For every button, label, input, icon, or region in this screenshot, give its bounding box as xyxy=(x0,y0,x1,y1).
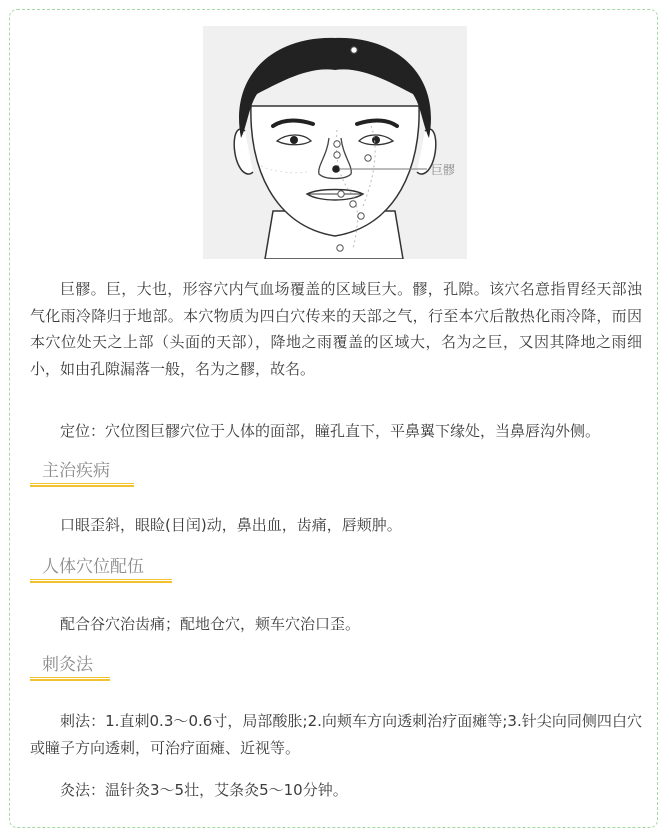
section-title-needling xyxy=(30,654,93,681)
face-diagram xyxy=(203,26,467,259)
section-title-text: 刺灸法 xyxy=(42,655,93,675)
indications-paragraph: 口眼歪斜，眼睑(目闰)动，鼻出血，齿痛，唇颊肿。 xyxy=(60,516,402,534)
section-title-text: 主治疾病 xyxy=(42,461,110,481)
intro-paragraph: 巨髎。巨，大也，形容穴内气血场覆盖的区域巨大。髎，孔隙。该穴名意指胃经天部浊气化雨冷降归于地部。本穴物质为四白穴传来的天部之气，行至本穴后散热化雨冷降，而因本穴位处天之上部（头面的天部），降地之雨覆盖的区域大，名为之巨，又因其降地之雨细小，如由孔隙漏落一般，名为之髎，故名。 xyxy=(30,280,642,378)
acupoint-label: 巨髎 xyxy=(431,163,456,177)
acupoint-illustration xyxy=(203,26,467,259)
needling-paragraph: 刺法：1.直刺0.3～0.6寸，局部酸胀;2.向颊车方向透刺治疗面瘫等;3.针尖向同侧四白穴或瞳子方向透刺，可治疗面瘫、近视等。 xyxy=(30,712,642,757)
section-title-indications xyxy=(30,460,110,487)
moxibustion-paragraph: 灸法：温针灸3～5壮，艾条灸5～10分钟。 xyxy=(60,781,348,799)
section-title-combination xyxy=(30,556,144,583)
section-title-text: 人体穴位配伍 xyxy=(42,557,144,577)
combination-paragraph: 配合谷穴治齿痛；配地仓穴，颊车穴治口歪。 xyxy=(60,615,361,633)
location-paragraph: 定位：穴位图巨髎穴位于人体的面部，瞳孔直下，平鼻翼下缘处，当鼻唇沟外侧。 xyxy=(60,422,601,440)
